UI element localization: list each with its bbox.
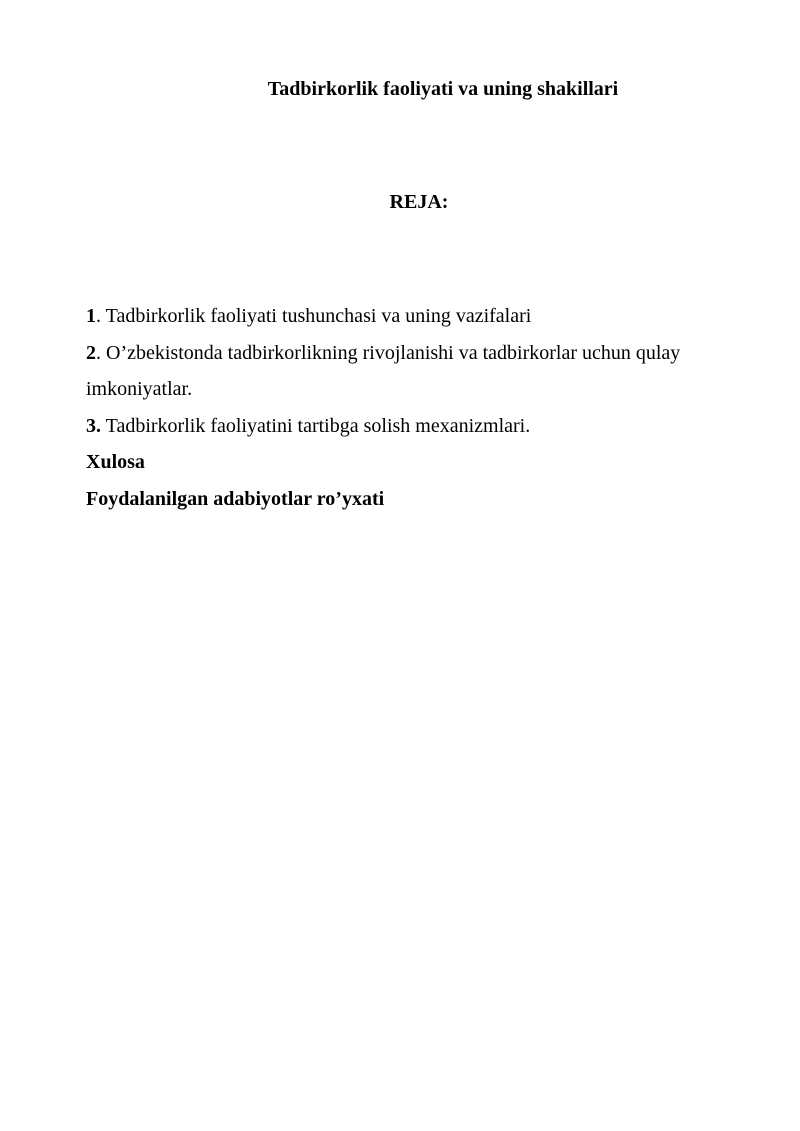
plan-item-2 — [86, 335, 736, 408]
plan-list — [86, 298, 736, 517]
plan-item-number: 3. — [86, 414, 101, 437]
plan-item-separator: . — [96, 341, 106, 364]
conclusion-heading: Xulosa — [86, 451, 145, 473]
plan-heading: REJA: — [389, 191, 449, 213]
plan-item-text: Tadbirkorlik faoliyati tushunchasi va uning vazifalari — [105, 305, 532, 327]
plan-item-separator: . — [96, 305, 106, 327]
document-title: Tadbirkorlik faoliyati va uning shakillari — [267, 78, 619, 100]
plan-item-3 — [86, 408, 736, 445]
references-heading: Foydalanilgan adabiyotlar ro’yxati — [86, 487, 385, 510]
plan-item-text: O’zbekistonda tadbirkorlikning rivojlanishi va tadbirkorlar uchun qulay imkoniyatlar. — [86, 341, 681, 400]
plan-item-1 — [86, 298, 736, 335]
plan-item-number: 2 — [86, 341, 96, 364]
plan-item-text: Tadbirkorlik faoliyatini tartibga solish mexanizmlari. — [105, 414, 531, 437]
plan-item-number: 1 — [86, 305, 96, 327]
